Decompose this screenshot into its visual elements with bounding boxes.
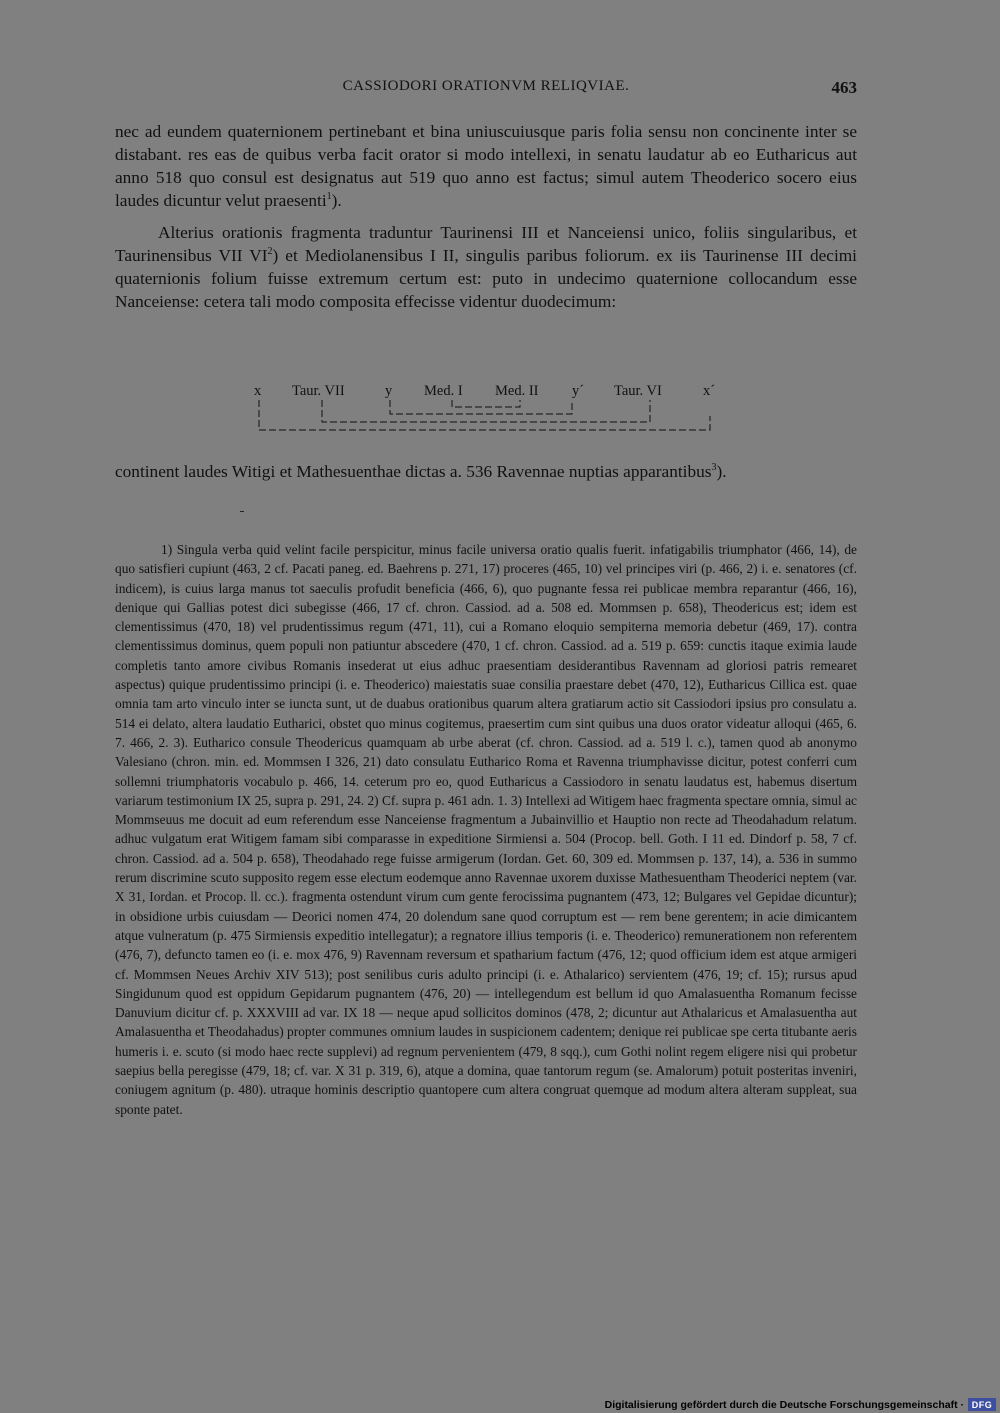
- paragraph-2: [115, 221, 857, 313]
- main-text: [115, 120, 857, 313]
- paragraph-1-end: ).: [331, 191, 342, 210]
- running-title: CASSIODORI ORATIONVM RELIQVIAE.: [342, 78, 630, 94]
- diagram-brackets: [252, 383, 722, 435]
- diagram-label-y: y: [385, 383, 393, 399]
- dfg-credit-bar: [601, 1396, 1000, 1413]
- continuation-text: continent laudes Witigi et Mathesuenthae dictas a. 536 Ravennae nuptias apparantibus: [115, 462, 712, 481]
- dfg-logo: DFG: [968, 1398, 996, 1411]
- footnote-rule: [240, 511, 244, 512]
- footnote-ref-3: 3: [711, 462, 717, 474]
- diagram-label-taur-vi: Taur. VI: [614, 383, 662, 399]
- continuation-line: [115, 460, 857, 483]
- paragraph-1-text: nec ad eundem quaternionem pertinebant et bina uniuscuiusque paris folia sensu non concinente inter se distabant. res eas de quibus verba facit orator si modo intellexi, in senatu laudatur ab eo Eutharicus aut anno 518 quo consul est designatus aut 519 quo anno est factus; simul autem Theoderico socero eius laudes dicuntur velut praesenti: [115, 122, 857, 210]
- diagram-label-x-prime: x´: [703, 383, 716, 399]
- diagram-label-med-i: Med. I: [424, 383, 463, 399]
- bracket-x-x-prime: [259, 400, 710, 430]
- diagram-label-taur-vii: Taur. VII: [292, 383, 345, 399]
- dfg-credit-text: Digitalisierung gefördert durch die Deutsche Forschungsgemeinschaft ·: [604, 1398, 964, 1411]
- footnote-block: 1) Singula verba quid velint facile perspicitur, minus facile universa oratio qualis fuerit. infatigabilis triumphator (466, 14), de quo satisfieri cupiunt (463, 2 cf. Pacati paneg. ed. Baehrens p. 271, 17) proceres (465, 10) vel principes viri (p. 466, 2) i. e. senatores (cf. indicem), is cuius larga manus tot saeculis profudit beneficia (466, 6), quo pugnante fessa rei publicae membra reparantur (466, 16), denique qui Gallias potest dici subegisse (466, 17 cf. chron. Cassiod. ad a. 508 ed. Mommsen p. 658), Theodericus est; idem est clementissimus (470, 18) vel prudentissimus regum (471, 11), cui a Romano eloquio sempiterna memoria debetur (469, 17). contra clementissimus dominus, quem populi non patiuntur abscedere (470, 1 cf. chron. Cassiod. ad a. 519 p. 659: cunctis itaque eximia laude completis tanto amore civibus Romanis insederat ut eius adhuc praesentiam desiderantibus Ravennam ad gloriosi patris remearet aspectus) quique prudentissimo principi (i. e. Theoderico) maiestatis suae consilia praestare debet (470, 12), Eutharicus Cillica est. quae omnia tam arto vinculo inter se iuncta sunt, ut de duabus orationibus quarum altera gratiarum actio sit Cassiodori ipsius pro consulatu a. 514 ei delato, altera laudatio Eutharici, obstet quo minus cogitemus, praesertim cum sint quibus una duos orator videatur alloqui (465, 6. 7. 466, 2. 3). Eutharico consule Theodericus quamquam ab urbe aberat (cf. chron. Cassiod. ad a. 519 l. c.), tamen quod ab anonymo Valesiano (chron. min. ed. Mommsen I 326, 21) dato consulatu Eutharico Roma et Ravenna triumphavisse dicitur, potest conferri cum sollemni triumphatoris vocabulo p. 466, 14. ceterum pro eo, quod Eutharicus a Cassiodoro in senatu laudatus est, habemus disertum variarum testimonium IX 25, supra p. 291, 24. 2) Cf. supra p. 461 adn. 1. 3) Intellexi ad Witigem haec fragmenta spectare omnia, simul ac Mommseuus me docuit ad eum referendum esse Nanceiense fragmentum a Jubainvillio et Hauptio non recte ad Theodahadum relatum. adhuc vulgatum erat Witigem famam sibi comparasse in expeditione Sirmiensi a. 504 (Procop. bell. Goth. I 11 ed. Dindorf p. 58, 7 cf. chron. Cassiod. ad a. 504 p. 658), Theodahado rege fuisse armigerum (Iordan. Get. 60, 309 ed. Mommsen p. 137, 14), a. 536 in summo rerum discrimine scuto supposito regem esse electum eodemque anno Ravennae uxorem duxisse Mathesuentham Theoderici neptem (var. X 31, Iordan. et Procop. ll. cc.). fragmenta ostendunt virum cum gente ferocissima pugnantem (473, 12; Bulgares vel Gepidae dicuntur); in obsidione urbis cuiusdam — Deorici nomen 474, 20 dolendum sane quod corruptum est — rem bene gerentem; in acie dimicantem atque vulneratum (p. 475 Sirmiensis expeditio intellegatur); a regnatore illius temporis (i. e. Theoderico) remunerationem non referentem (476, 7), defuncto tamen eo (i. e. mox 476, 9) Ravennam reversum et spatharium factum (476, 12; quod officium idem est atque armigeri cf. Mommsen Neues Archiv XIV 513); post senilibus curis adulto principi (i. e. Athalarico) servientem (476, 19; cf. 15); rursus apud Singidunum quod est oppidum Gepidarum pugnantem (476, 20) — intellegendum est bellum id quo Amalasuentha Romanum fecisse Danuvium dicitur cf. p. XXXVIII ad var. IX 18 — neque apud sollicitos dominos (478, 2; dicuntur aut Athalaricus et Amalasuentha aut Amalasuentha et Theodahadus) propter communes omnium laudes in suspicionem cadentem; denique rei publicae spe certa titubante aeris humeris i. e. scuto (si modo haec recte supplevi) ad regnum pervenientem (479, 8 sqq.), cum Gothi nolint regem eligere nisi qui probetur saepius bella peregisse (479, 18; cf. var. X 31 p. 319, 6), atque a domina, quae tantorum regum (se. Amalorum) potuit posteritas inveniri, coniugem agnitum (p. 480). utraque hominis descriptio quantopere cum altera congruat quemque ad modum altera alteram suppleat, sua sponte patet.: [115, 542, 857, 1117]
- paragraph-2-text-b: ) et Mediolanensibus I II, singulis paribus foliorum. ex iis Taurinense III decimi quaternionis folium fuisse extremum certum est: puto in undecimo quaternione collocandum esse Nanceiense: cetera tali modo composita effecisse videntur duodecimum:: [115, 246, 857, 311]
- page-number: 463: [831, 78, 857, 97]
- bracket-med-i-med-ii: [452, 400, 520, 407]
- quaternion-diagram: [252, 383, 722, 435]
- bracket-taur-vii-taur-vi: [322, 400, 650, 422]
- diagram-label-y-prime: y´: [572, 383, 585, 399]
- footnote-ref-2: 2: [267, 246, 273, 258]
- diagram-label-med-ii: Med. II: [495, 383, 539, 399]
- diagram-label-x: x: [254, 383, 262, 399]
- paragraph-2-text-a: Alterius orationis fragmenta traduntur Taurinensi III et Nanceiensi unico, foliis singularibus, et Taurinensibus VII VI: [115, 223, 857, 265]
- continuation-end: ).: [716, 462, 727, 481]
- running-head: [115, 78, 857, 102]
- paragraph-1: [115, 120, 857, 212]
- footnote-ref-1: 1: [326, 191, 332, 203]
- footnotes: [115, 540, 857, 1119]
